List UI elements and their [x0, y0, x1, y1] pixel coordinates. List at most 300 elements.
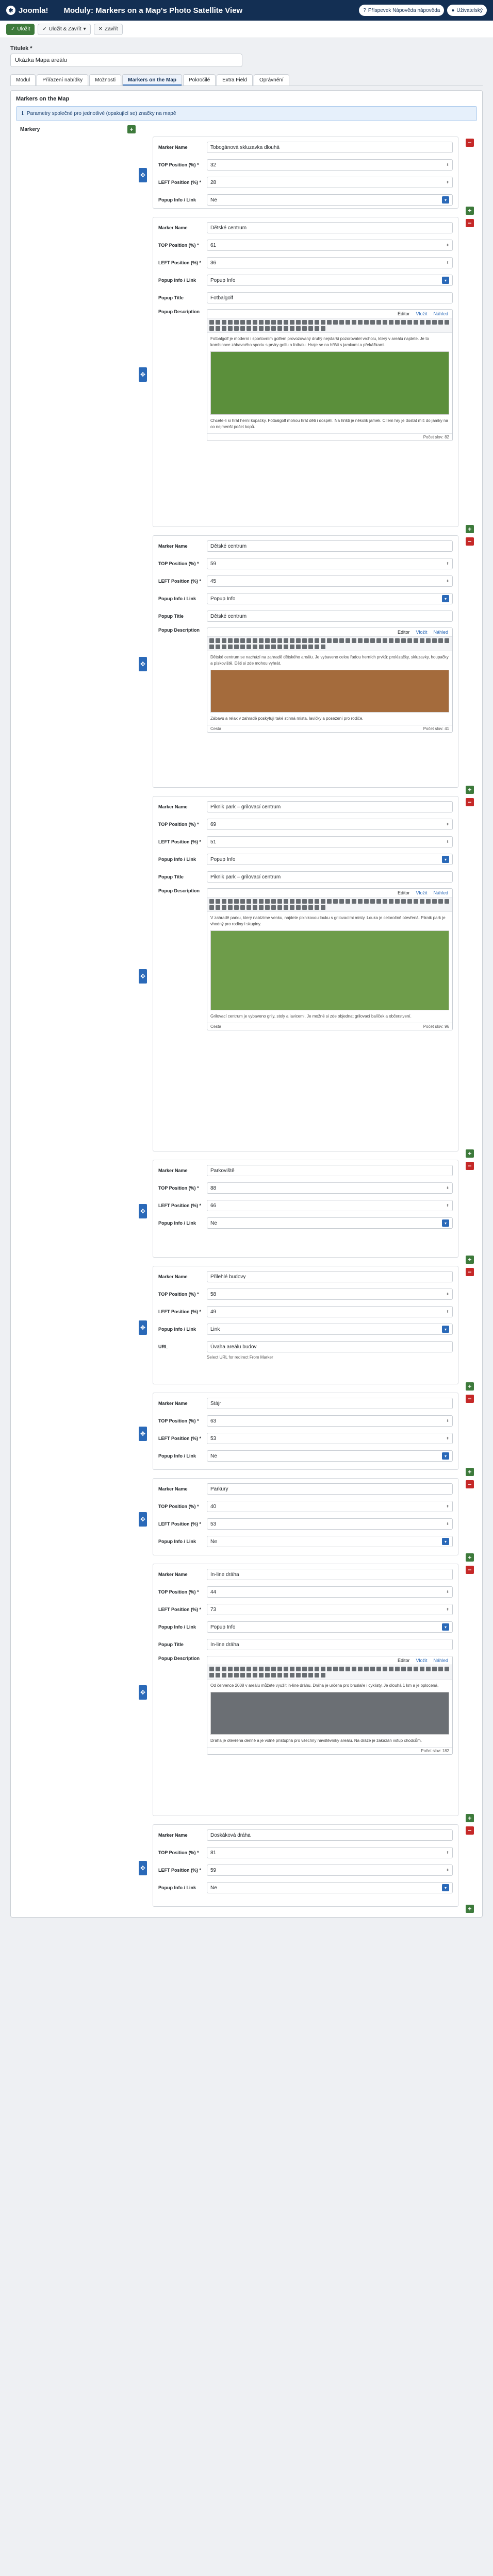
drag-handle[interactable]: ✥	[139, 1427, 147, 1441]
editor-tool-icon[interactable]	[426, 320, 431, 325]
left-position-input[interactable]: 36 ⬍	[207, 257, 453, 268]
editor-tool-icon[interactable]	[401, 638, 406, 643]
editor-tool-icon[interactable]	[284, 899, 288, 904]
editor-tool-icon[interactable]	[420, 638, 424, 643]
editor-tool-icon[interactable]	[346, 899, 350, 904]
remove-marker-button[interactable]: −	[466, 798, 474, 806]
editor-tool-icon[interactable]	[247, 1673, 251, 1677]
drag-handle[interactable]: ✥	[139, 367, 147, 382]
drag-handle[interactable]: ✥	[139, 1685, 147, 1700]
editor-tool-icon[interactable]	[296, 645, 301, 649]
editor-tool-icon[interactable]	[327, 638, 332, 643]
editor-tool-icon[interactable]	[407, 899, 412, 904]
editor-tool-icon[interactable]	[290, 1673, 294, 1677]
editor-content[interactable]	[207, 1680, 452, 1747]
editor-tool-icon[interactable]	[222, 638, 226, 643]
editor-tool-icon[interactable]	[383, 1667, 387, 1671]
editor-tool-icon[interactable]	[247, 638, 251, 643]
editor-tool-icon[interactable]	[339, 638, 344, 643]
editor-tool-icon[interactable]	[401, 899, 406, 904]
editor-tool-icon[interactable]	[296, 1673, 301, 1677]
editor-tool-icon[interactable]	[364, 899, 369, 904]
top-position-input[interactable]: 59 ⬍	[207, 558, 453, 569]
tab-0[interactable]: Modul	[10, 74, 36, 86]
editor-tool-icon[interactable]	[209, 320, 214, 325]
editor-tool-icon[interactable]	[284, 645, 288, 649]
editor-tool-icon[interactable]	[209, 645, 214, 649]
popup-select[interactable]: Popup Info ▾	[207, 854, 453, 865]
editor-tool-icon[interactable]	[290, 645, 294, 649]
save-button[interactable]: ✓ Uložit	[6, 24, 35, 35]
editor-tool-icon[interactable]	[352, 1667, 356, 1671]
drag-handle[interactable]: ✥	[139, 1320, 147, 1335]
add-marker-button[interactable]: +	[466, 786, 474, 794]
editor-tool-icon[interactable]	[296, 326, 301, 331]
add-marker-button[interactable]: +	[466, 1553, 474, 1562]
editor-tool-icon[interactable]	[308, 905, 313, 910]
editor-tool-icon[interactable]	[290, 326, 294, 331]
editor-tool-icon[interactable]	[395, 638, 400, 643]
editor-tool-icon[interactable]	[240, 638, 245, 643]
top-position-input[interactable]: 63 ⬍	[207, 1415, 453, 1427]
editor-tool-icon[interactable]	[265, 899, 270, 904]
editor-tool-icon[interactable]	[234, 320, 239, 325]
editor-tool-icon[interactable]	[315, 638, 319, 643]
editor-tool-icon[interactable]	[438, 899, 443, 904]
editor-tool-icon[interactable]	[414, 899, 418, 904]
editor-tool-icon[interactable]	[364, 1667, 369, 1671]
editor-tool-icon[interactable]	[426, 899, 431, 904]
top-position-input[interactable]: 69 ⬍	[207, 819, 453, 830]
editor-tool-icon[interactable]	[265, 1673, 270, 1677]
left-position-input[interactable]: 53 ⬍	[207, 1433, 453, 1444]
editor-tool-icon[interactable]	[308, 1667, 313, 1671]
editor-tool-icon[interactable]	[265, 638, 270, 643]
top-position-input[interactable]: 81 ⬍	[207, 1847, 453, 1858]
editor-tool-icon[interactable]	[407, 320, 412, 325]
editor-tool-icon[interactable]	[253, 326, 257, 331]
editor-tool-icon[interactable]	[209, 1673, 214, 1677]
editor-tool-icon[interactable]	[432, 1667, 437, 1671]
editor-tool-icon[interactable]	[426, 638, 431, 643]
editor-tool-icon[interactable]	[438, 320, 443, 325]
editor-tool-icon[interactable]	[445, 899, 449, 904]
editor-tool-icon[interactable]	[253, 320, 257, 325]
top-position-input[interactable]: 88 ⬍	[207, 1182, 453, 1194]
editor-tool-icon[interactable]	[216, 320, 220, 325]
top-position-input[interactable]: 61 ⬍	[207, 240, 453, 251]
editor-tool-icon[interactable]	[277, 320, 282, 325]
popup-select[interactable]: Popup Info ▾	[207, 593, 453, 604]
editor-tool-icon[interactable]	[234, 905, 239, 910]
editor-tool-icon[interactable]	[271, 905, 276, 910]
marker-name-input[interactable]: Doskáková dráha	[207, 1829, 453, 1841]
editor-tool-icon[interactable]	[296, 320, 301, 325]
left-position-input[interactable]: 59 ⬍	[207, 1865, 453, 1876]
editor-tool-icon[interactable]	[228, 1667, 233, 1671]
editor-tool-icon[interactable]	[240, 905, 245, 910]
editor-tool-icon[interactable]	[358, 899, 363, 904]
editor-tool-icon[interactable]	[302, 899, 307, 904]
editor-tool-icon[interactable]	[234, 638, 239, 643]
editor-tool-icon[interactable]	[426, 1667, 431, 1671]
editor-tool-icon[interactable]	[395, 320, 400, 325]
popup-description-editor[interactable]	[207, 309, 453, 441]
editor-tool-icon[interactable]	[370, 320, 375, 325]
save-close-button[interactable]: ✓ Uložit & Zavřít ▾	[38, 24, 90, 35]
tab-6[interactable]: Oprávnění	[254, 74, 289, 86]
editor-tool-icon[interactable]	[432, 899, 437, 904]
editor-tool-icon[interactable]	[271, 326, 276, 331]
editor-tool-icon[interactable]	[228, 320, 233, 325]
editor-tool-icon[interactable]	[290, 638, 294, 643]
editor-tool-icon[interactable]	[389, 320, 393, 325]
editor-tool-icon[interactable]	[339, 1667, 344, 1671]
editor-tool-icon[interactable]	[259, 638, 264, 643]
title-input[interactable]: Ukázka Mapa areálu	[10, 54, 242, 67]
editor-tool-icon[interactable]	[358, 1667, 363, 1671]
editor-tool-icon[interactable]	[395, 1667, 400, 1671]
close-button[interactable]: ✕ Zavřít	[94, 24, 123, 35]
editor-tool-icon[interactable]	[308, 638, 313, 643]
tab-3[interactable]: Markers on the Map	[122, 74, 182, 86]
editor-tool-icon[interactable]	[302, 1667, 307, 1671]
remove-marker-button[interactable]: −	[466, 1480, 474, 1488]
editor-tool-icon[interactable]	[234, 1673, 239, 1677]
editor-tool-icon[interactable]	[321, 326, 325, 331]
left-position-input[interactable]: 49 ⬍	[207, 1306, 453, 1317]
editor-tool-icon[interactable]	[302, 326, 307, 331]
editor-tool-icon[interactable]	[271, 645, 276, 649]
editor-tab-preview[interactable]: Náhled	[433, 311, 448, 316]
editor-tool-icon[interactable]	[253, 638, 257, 643]
editor-tool-icon[interactable]	[302, 320, 307, 325]
editor-tool-icon[interactable]	[333, 320, 338, 325]
editor-tool-icon[interactable]	[290, 1667, 294, 1671]
editor-tool-icon[interactable]	[222, 1673, 226, 1677]
joomla-logo[interactable]	[6, 6, 48, 15]
editor-tool-icon[interactable]	[253, 645, 257, 649]
editor-tool-icon[interactable]	[271, 320, 276, 325]
editor-tool-icon[interactable]	[352, 899, 356, 904]
editor-tool-icon[interactable]	[445, 638, 449, 643]
editor-tool-icon[interactable]	[296, 638, 301, 643]
drag-handle[interactable]: ✥	[139, 1512, 147, 1527]
editor-tool-icon[interactable]	[222, 320, 226, 325]
editor-tool-icon[interactable]	[370, 638, 375, 643]
top-position-input[interactable]: 58 ⬍	[207, 1289, 453, 1300]
marker-name-input[interactable]: Parkoviště	[207, 1165, 453, 1176]
top-position-input[interactable]: 32 ⬍	[207, 159, 453, 171]
add-marker-button[interactable]: +	[466, 1468, 474, 1476]
popup-title-input[interactable]: Fotbalgolf	[207, 292, 453, 303]
editor-tool-icon[interactable]	[284, 326, 288, 331]
editor-tool-icon[interactable]	[222, 645, 226, 649]
editor-tab-editor[interactable]: Editor	[397, 890, 410, 895]
editor-tool-icon[interactable]	[352, 638, 356, 643]
editor-tool-icon[interactable]	[321, 905, 325, 910]
editor-tool-icon[interactable]	[247, 320, 251, 325]
editor-tool-icon[interactable]	[234, 899, 239, 904]
tab-1[interactable]: Přiřazení nabídky	[37, 74, 88, 86]
editor-tool-icon[interactable]	[216, 326, 220, 331]
editor-tool-icon[interactable]	[284, 1673, 288, 1677]
editor-tool-icon[interactable]	[333, 638, 338, 643]
editor-tool-icon[interactable]	[228, 899, 233, 904]
remove-marker-button[interactable]: −	[466, 1395, 474, 1403]
editor-tool-icon[interactable]	[315, 899, 319, 904]
add-marker-button[interactable]: +	[127, 125, 136, 133]
editor-tool-icon[interactable]	[216, 1667, 220, 1671]
top-position-input[interactable]: 44 ⬍	[207, 1586, 453, 1598]
editor-tool-icon[interactable]	[247, 905, 251, 910]
drag-handle[interactable]: ✥	[139, 1204, 147, 1218]
popup-title-input[interactable]: Piknik park – grilovací centrum	[207, 871, 453, 883]
editor-tool-icon[interactable]	[271, 1667, 276, 1671]
editor-tool-icon[interactable]	[445, 1667, 449, 1671]
editor-tool-icon[interactable]	[290, 899, 294, 904]
editor-tool-icon[interactable]	[259, 1673, 264, 1677]
editor-tab-preview[interactable]: Náhled	[433, 890, 448, 895]
editor-tool-icon[interactable]	[277, 1667, 282, 1671]
editor-tool-icon[interactable]	[302, 1673, 307, 1677]
editor-tool-icon[interactable]	[209, 1667, 214, 1671]
editor-tool-icon[interactable]	[259, 320, 264, 325]
editor-tool-icon[interactable]	[209, 638, 214, 643]
editor-tool-icon[interactable]	[376, 1667, 381, 1671]
editor-tool-icon[interactable]	[216, 899, 220, 904]
editor-tool-icon[interactable]	[420, 899, 424, 904]
editor-tool-icon[interactable]	[420, 1667, 424, 1671]
editor-tool-icon[interactable]	[401, 320, 406, 325]
editor-tool-icon[interactable]	[308, 645, 313, 649]
editor-tool-icon[interactable]	[277, 645, 282, 649]
marker-name-input[interactable]: Stájr	[207, 1398, 453, 1409]
drag-handle[interactable]: ✥	[139, 969, 147, 984]
editor-tool-icon[interactable]	[209, 905, 214, 910]
editor-tool-icon[interactable]	[228, 326, 233, 331]
help-button[interactable]: ? Příspevek Nápověda nápověda	[359, 5, 444, 16]
editor-tool-icon[interactable]	[352, 320, 356, 325]
editor-tool-icon[interactable]	[209, 326, 214, 331]
editor-tool-icon[interactable]	[240, 645, 245, 649]
remove-marker-button[interactable]: −	[466, 537, 474, 546]
editor-tool-icon[interactable]	[395, 899, 400, 904]
editor-tool-icon[interactable]	[432, 320, 437, 325]
editor-tool-icon[interactable]	[414, 638, 418, 643]
editor-tool-icon[interactable]	[315, 326, 319, 331]
editor-tool-icon[interactable]	[222, 905, 226, 910]
editor-tool-icon[interactable]	[308, 1673, 313, 1677]
add-marker-button[interactable]: +	[466, 1814, 474, 1822]
editor-tool-icon[interactable]	[315, 645, 319, 649]
editor-tab-preview[interactable]: Náhled	[433, 630, 448, 635]
editor-tool-icon[interactable]	[414, 1667, 418, 1671]
editor-tab-editor[interactable]: Editor	[397, 311, 410, 316]
editor-tool-icon[interactable]	[401, 1667, 406, 1671]
popup-description-editor[interactable]	[207, 888, 453, 1030]
editor-tool-icon[interactable]	[339, 899, 344, 904]
marker-name-input[interactable]: Přilehlé budovy	[207, 1271, 453, 1282]
left-position-input[interactable]: 28 ⬍	[207, 177, 453, 188]
editor-tool-icon[interactable]	[346, 320, 350, 325]
editor-tool-icon[interactable]	[259, 905, 264, 910]
editor-tool-icon[interactable]	[240, 326, 245, 331]
tab-4[interactable]: Pokročilé	[183, 74, 216, 86]
popup-select[interactable]: Ne ▾	[207, 1882, 453, 1893]
editor-tool-icon[interactable]	[327, 899, 332, 904]
marker-name-input[interactable]: Piknik park – grilovací centrum	[207, 801, 453, 812]
drag-handle[interactable]: ✥	[139, 657, 147, 671]
editor-tool-icon[interactable]	[333, 1667, 338, 1671]
editor-tool-icon[interactable]	[259, 645, 264, 649]
editor-tool-icon[interactable]	[240, 1673, 245, 1677]
editor-tool-icon[interactable]	[389, 899, 393, 904]
editor-tool-icon[interactable]	[284, 1667, 288, 1671]
user-menu-button[interactable]: ● Uživatelský	[447, 5, 487, 16]
editor-tool-icon[interactable]	[234, 645, 239, 649]
editor-tool-icon[interactable]	[290, 320, 294, 325]
editor-tool-icon[interactable]	[277, 905, 282, 910]
editor-tool-icon[interactable]	[358, 638, 363, 643]
editor-tool-icon[interactable]	[321, 320, 325, 325]
editor-tool-icon[interactable]	[407, 638, 412, 643]
remove-marker-button[interactable]: −	[466, 219, 474, 227]
left-position-input[interactable]: 45 ⬍	[207, 575, 453, 587]
editor-tool-icon[interactable]	[240, 320, 245, 325]
editor-tool-icon[interactable]	[432, 638, 437, 643]
editor-tool-icon[interactable]	[358, 320, 363, 325]
editor-tool-icon[interactable]	[364, 638, 369, 643]
editor-tool-icon[interactable]	[277, 1673, 282, 1677]
editor-tool-icon[interactable]	[209, 899, 214, 904]
drag-handle[interactable]: ✥	[139, 1861, 147, 1875]
editor-tool-icon[interactable]	[247, 1667, 251, 1671]
editor-tool-icon[interactable]	[265, 320, 270, 325]
editor-tool-icon[interactable]	[308, 320, 313, 325]
editor-tool-icon[interactable]	[383, 638, 387, 643]
editor-tool-icon[interactable]	[228, 638, 233, 643]
editor-tool-icon[interactable]	[370, 899, 375, 904]
editor-tool-icon[interactable]	[253, 1667, 257, 1671]
editor-tool-icon[interactable]	[222, 899, 226, 904]
editor-tool-icon[interactable]	[271, 638, 276, 643]
popup-select[interactable]: Ne ▾	[207, 1536, 453, 1547]
editor-tool-icon[interactable]	[253, 899, 257, 904]
popup-select[interactable]: Popup Info ▾	[207, 275, 453, 286]
marker-name-input[interactable]: In-line dráha	[207, 1569, 453, 1580]
editor-tool-icon[interactable]	[284, 905, 288, 910]
editor-tool-icon[interactable]	[315, 320, 319, 325]
editor-tool-icon[interactable]	[346, 638, 350, 643]
remove-marker-button[interactable]: −	[466, 1566, 474, 1574]
editor-tool-icon[interactable]	[234, 326, 239, 331]
add-marker-button[interactable]: +	[466, 525, 474, 533]
editor-tool-icon[interactable]	[259, 1667, 264, 1671]
editor-tool-icon[interactable]	[277, 638, 282, 643]
add-marker-button[interactable]: +	[466, 1149, 474, 1158]
editor-tool-icon[interactable]	[302, 638, 307, 643]
editor-tool-icon[interactable]	[321, 1667, 325, 1671]
editor-tab-insert[interactable]: Vložit	[416, 1658, 428, 1663]
editor-tool-icon[interactable]	[240, 1667, 245, 1671]
left-position-input[interactable]: 53 ⬍	[207, 1518, 453, 1530]
remove-marker-button[interactable]: −	[466, 1268, 474, 1276]
editor-tool-icon[interactable]	[333, 899, 338, 904]
editor-tool-icon[interactable]	[277, 326, 282, 331]
editor-tool-icon[interactable]	[308, 899, 313, 904]
editor-tool-icon[interactable]	[222, 326, 226, 331]
left-position-input[interactable]: 66 ⬍	[207, 1200, 453, 1211]
editor-tool-icon[interactable]	[376, 899, 381, 904]
editor-tab-editor[interactable]: Editor	[397, 1658, 410, 1663]
editor-tool-icon[interactable]	[265, 326, 270, 331]
editor-tool-icon[interactable]	[414, 320, 418, 325]
left-position-input[interactable]: 73 ⬍	[207, 1604, 453, 1615]
editor-tool-icon[interactable]	[327, 320, 332, 325]
editor-tab-insert[interactable]: Vložit	[416, 630, 428, 635]
editor-tool-icon[interactable]	[302, 645, 307, 649]
editor-tab-insert[interactable]: Vložit	[416, 311, 428, 316]
editor-tool-icon[interactable]	[383, 899, 387, 904]
editor-tool-icon[interactable]	[321, 645, 325, 649]
editor-tool-icon[interactable]	[216, 638, 220, 643]
popup-description-editor[interactable]	[207, 1656, 453, 1755]
editor-tool-icon[interactable]	[240, 899, 245, 904]
popup-title-input[interactable]: Dětské centrum	[207, 611, 453, 622]
editor-tool-icon[interactable]	[247, 899, 251, 904]
left-position-input[interactable]: 51 ⬍	[207, 836, 453, 848]
editor-tool-icon[interactable]	[308, 326, 313, 331]
drag-handle[interactable]: ✥	[139, 168, 147, 182]
editor-tool-icon[interactable]	[321, 638, 325, 643]
editor-tool-icon[interactable]	[315, 1673, 319, 1677]
popup-select[interactable]: Ne ▾	[207, 194, 453, 206]
editor-tool-icon[interactable]	[296, 905, 301, 910]
editor-tool-icon[interactable]	[277, 899, 282, 904]
editor-tool-icon[interactable]	[253, 905, 257, 910]
editor-tool-icon[interactable]	[321, 1673, 325, 1677]
tab-5[interactable]: Extra Field	[217, 74, 253, 86]
editor-tool-icon[interactable]	[346, 1667, 350, 1671]
editor-tool-icon[interactable]	[259, 326, 264, 331]
editor-tool-icon[interactable]	[364, 320, 369, 325]
editor-tool-icon[interactable]	[265, 1667, 270, 1671]
editor-tool-icon[interactable]	[228, 645, 233, 649]
editor-tool-icon[interactable]	[383, 320, 387, 325]
popup-select[interactable]: Popup Info ▾	[207, 1621, 453, 1633]
editor-tool-icon[interactable]	[370, 1667, 375, 1671]
popup-select[interactable]: Ne ▾	[207, 1217, 453, 1229]
editor-tool-icon[interactable]	[271, 899, 276, 904]
editor-tool-icon[interactable]	[420, 320, 424, 325]
editor-tool-icon[interactable]	[376, 320, 381, 325]
add-marker-button[interactable]: +	[466, 207, 474, 215]
editor-tool-icon[interactable]	[296, 1667, 301, 1671]
editor-tab-insert[interactable]: Vložit	[416, 890, 428, 895]
editor-tool-icon[interactable]	[445, 320, 449, 325]
editor-tool-icon[interactable]	[228, 1673, 233, 1677]
add-marker-button[interactable]: +	[466, 1905, 474, 1913]
remove-marker-button[interactable]: −	[466, 139, 474, 147]
editor-tool-icon[interactable]	[407, 1667, 412, 1671]
marker-name-input[interactable]: Dětské centrum	[207, 222, 453, 233]
remove-marker-button[interactable]: −	[466, 1162, 474, 1170]
editor-tool-icon[interactable]	[321, 899, 325, 904]
editor-tool-icon[interactable]	[284, 638, 288, 643]
popup-description-editor[interactable]	[207, 628, 453, 733]
add-marker-button[interactable]: +	[466, 1256, 474, 1264]
